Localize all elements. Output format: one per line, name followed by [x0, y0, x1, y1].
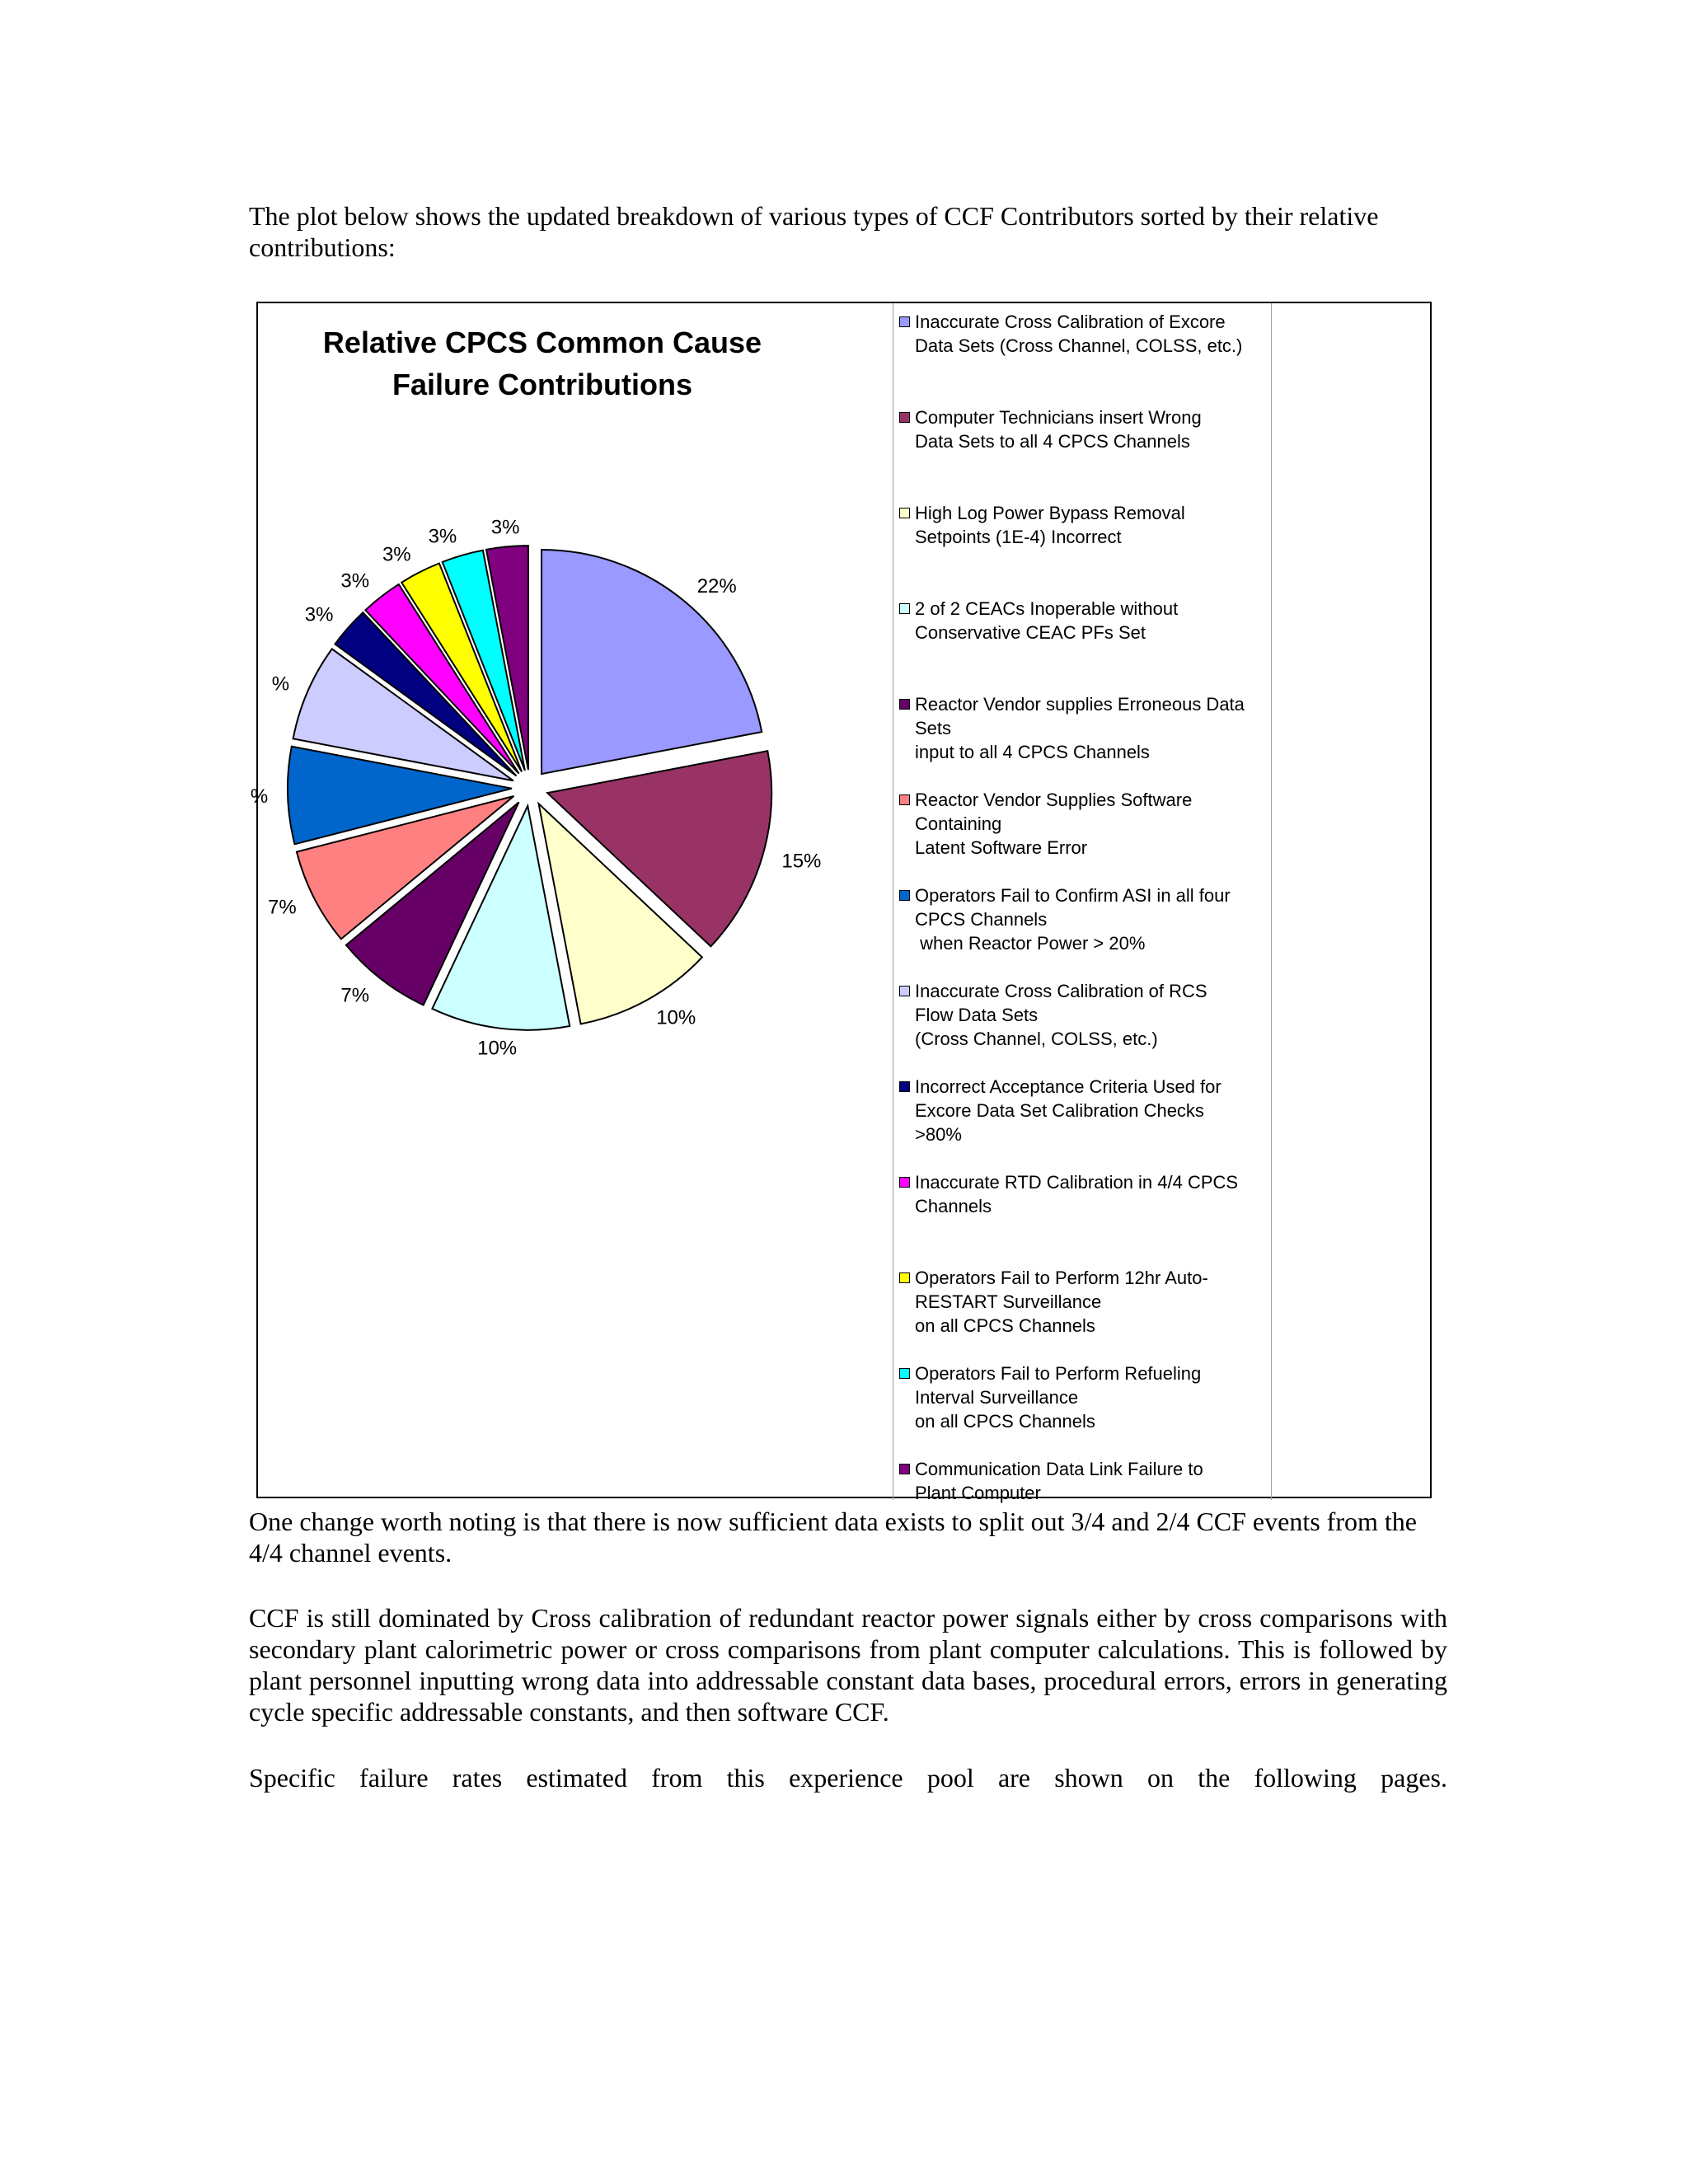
dominance-paragraph: CCF is still dominated by Cross calibration of redundant reactor power signals either by cross comparisons with secondary plant calorimetric power or cross comparisons from plant computer calculations. This is followed by plant personnel inputting wrong data into addressable constant data bases, procedural errors, errors in generating cycle specific addressable constants, and then software CCF.	[249, 1603, 1447, 1727]
legend-label: Operators Fail to Perform 12hr Auto- RESTART Surveillance on all CPCS Channels	[915, 1268, 1208, 1336]
legend-swatch	[899, 1464, 910, 1474]
legend-label: Incorrect Acceptance Criteria Used for Excore Data Set Calibration Checks >80%	[915, 1076, 1221, 1145]
legend-label: Communication Data Link Failure to Plant Computer	[915, 1459, 1203, 1503]
slice-label-13: 3%	[490, 516, 520, 539]
change-paragraph: One change worth noting is that there is now sufficient data exists to split out 3/4 and 2/4 CCF events from the 4/4 channel events.	[249, 1507, 1417, 1568]
slice-label-10: 3%	[340, 569, 370, 593]
legend-label: Inaccurate Cross Calibration of Excore Data Sets (Cross Channel, COLSS, etc.)	[915, 312, 1243, 356]
legend-label: Operators Fail to Confirm ASI in all four CPCS Channels when Reactor Power > 20%	[915, 885, 1231, 954]
legend-swatch	[899, 316, 910, 327]
legend-label: Inaccurate RTD Calibration in 4/4 CPCS Channels	[915, 1172, 1239, 1216]
legend-swatch	[899, 1368, 910, 1379]
slice-label-2: 15%	[781, 850, 822, 873]
legend-label: High Log Power Bypass Removal Setpoints (1E-4) Incorrect	[915, 503, 1185, 547]
legend-swatch	[899, 699, 910, 710]
slice-label-12: 3%	[428, 525, 457, 548]
legend-label: Operators Fail to Perform Refueling Interval Surveillance on all CPCS Channels	[915, 1363, 1202, 1432]
slice-label-7: %	[250, 785, 269, 808]
legend-swatch	[899, 412, 910, 423]
chart-frame	[250, 302, 1432, 1503]
pie-chart	[250, 303, 893, 1500]
slice-label-6: 7%	[267, 896, 297, 919]
legend-swatch	[899, 1177, 910, 1188]
slice-label-4: 10%	[477, 1037, 518, 1060]
legend-label: 2 of 2 CEACs Inoperable without Conservative CEAC PFs Set	[915, 598, 1179, 643]
legend-swatch	[899, 1272, 910, 1283]
legend-label: Computer Technicians insert Wrong Data Sets to all 4 CPCS Channels	[915, 407, 1202, 452]
legend-label: Reactor Vendor supplies Erroneous Data Sets input to all 4 CPCS Channels	[915, 694, 1245, 762]
legend-swatch	[899, 603, 910, 614]
slice-label-3: 10%	[656, 1006, 696, 1029]
legend-label: Inaccurate Cross Calibration of RCS Flow Data Sets (Cross Channel, COLSS, etc.)	[915, 981, 1207, 1049]
slice-label-8: %	[271, 673, 290, 696]
chart-legend	[893, 303, 1272, 1503]
legend-swatch	[899, 1081, 910, 1092]
chart-title: Relative CPCS Common Cause Failure Contributions	[322, 326, 762, 401]
failure-rates-paragraph: Specific failure rates estimated from this experience pool are shown on the following pages.	[249, 1763, 1447, 1793]
slice-label-11: 3%	[382, 543, 411, 566]
legend-label: Reactor Vendor Supplies Software Containing Latent Software Error	[915, 790, 1193, 858]
legend-swatch	[899, 794, 910, 805]
legend-swatch	[899, 986, 910, 996]
slice-label-9: 3%	[304, 603, 334, 626]
legend-swatch	[899, 890, 910, 901]
slice-label-1: 22%	[696, 574, 737, 598]
legend-swatch	[899, 508, 910, 518]
slice-label-5: 7%	[340, 984, 370, 1007]
intro-paragraph: The plot below shows the updated breakdown of various types of CCF Contributors sorted by their relative contributions:	[249, 201, 1379, 262]
